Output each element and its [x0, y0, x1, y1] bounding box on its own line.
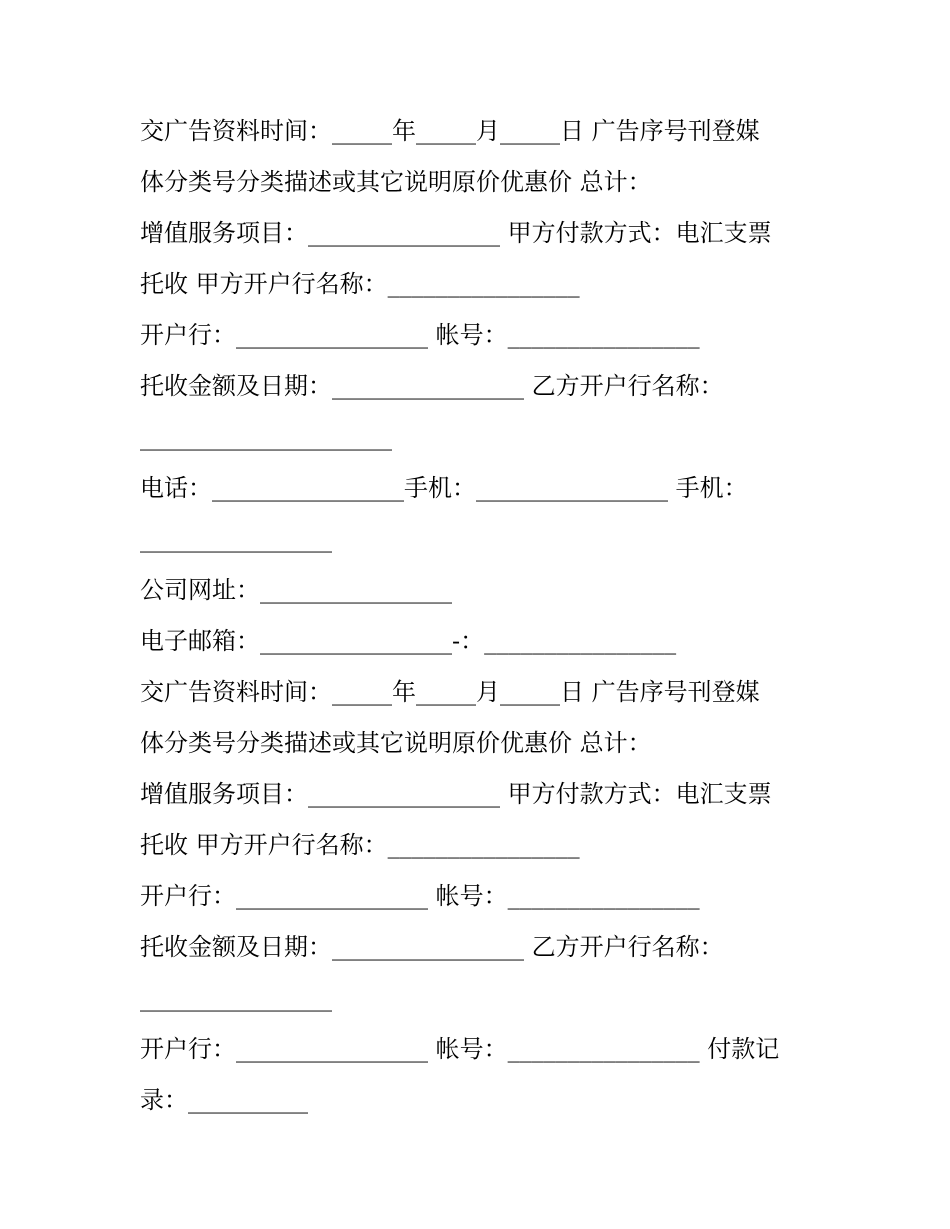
- document-body: [140, 106, 820, 1126]
- text-line: 托收 甲方开户行名称：________________: [140, 270, 580, 298]
- text-line: _____________________: [140, 423, 392, 451]
- text-line: 公司网址：________________: [140, 576, 452, 604]
- text-line: 托收金额及日期：________________ 乙方开户行名称：: [140, 372, 724, 400]
- text-line: 增值服务项目：________________ 甲方付款方式：电汇支票: [140, 219, 772, 247]
- text-line: 体分类号分类描述或其它说明原价优惠价 总计：: [140, 729, 652, 757]
- text-line: 体分类号分类描述或其它说明原价优惠价 总计：: [140, 168, 652, 196]
- text-line: 开户行：________________ 帐号：________________: [140, 321, 700, 349]
- text-line: ________________: [140, 525, 332, 553]
- text-line: 托收 甲方开户行名称：________________: [140, 831, 580, 859]
- text-line: ________________: [140, 984, 332, 1012]
- text-line: 托收金额及日期：________________ 乙方开户行名称：: [140, 933, 724, 961]
- text-line: 录：__________: [140, 1086, 308, 1114]
- text-line: 开户行：________________ 帐号：________________ 付款记: [140, 1035, 780, 1063]
- text-line: 开户行：________________ 帐号：________________: [140, 882, 700, 910]
- text-line: 交广告资料时间：_____年_____月_____日 广告序号刊登媒: [140, 678, 760, 706]
- text-line: 增值服务项目：________________ 甲方付款方式：电汇支票: [140, 780, 772, 808]
- text-line: 电话：________________手机：________________ 手机：: [140, 474, 748, 502]
- text-line: 交广告资料时间：_____年_____月_____日 广告序号刊登媒: [140, 117, 760, 145]
- text-line: 电子邮箱：________________-：________________: [140, 627, 677, 655]
